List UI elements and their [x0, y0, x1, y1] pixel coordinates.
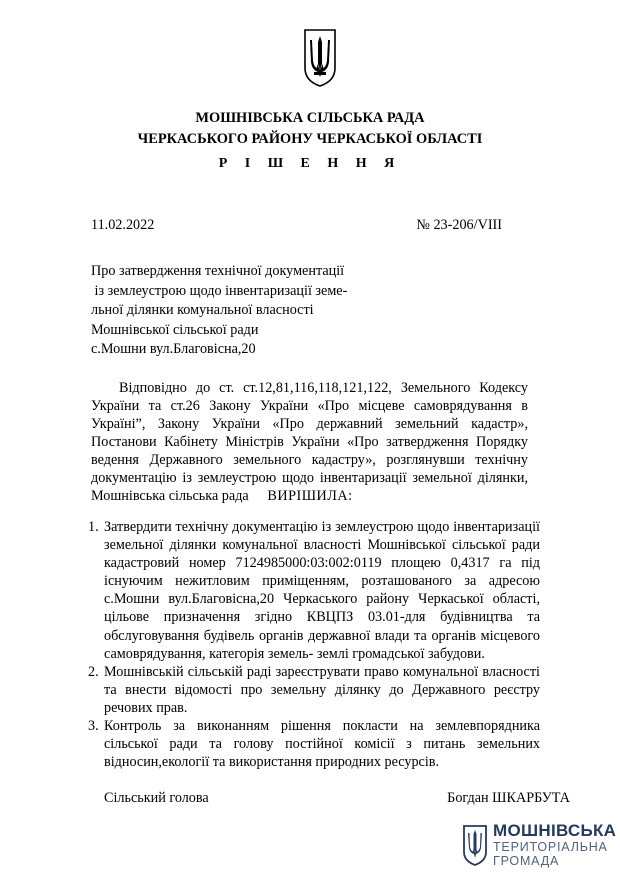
decision-date: 11.02.2022	[91, 217, 155, 233]
logo-line-2: ТЕРИТОРІАЛЬНА	[493, 840, 608, 854]
document-type: Р І Ш Е Н Н Я	[218, 156, 402, 171]
decision-items	[88, 518, 540, 771]
decision-number: № 23-206/VIII	[416, 217, 502, 233]
preamble-paragraph: Відповідно до ст. ст.12,81,116,118,121,122, Земельного Кодексу України та ст.26 Закону України «Про місцеве самоврядування в Україні”, Закону України «Про державний земельний кадастр», Постанови Кабінету Міністрів України «Про затвердження Порядку ведення Державного земельного кадастру», розглянувши технічну документацію із землеустрою щодо інвентаризації земельної ділянки, Мошнівська сільська рада	[91, 380, 528, 504]
community-logo	[462, 821, 617, 868]
item-text: Контроль за виконанням рішення покласти на землевпорядника сільської ради та голову постійної комісії з питань земельних відносин,екології та використання природних ресурсів.	[104, 718, 540, 771]
list-item	[88, 717, 540, 771]
item-number: 3.	[88, 718, 99, 735]
item-number: 1.	[88, 519, 99, 535]
subject-line: Про затвердження технічної документації	[91, 263, 345, 279]
council-title: МОШНІВСЬКА СІЛЬСЬКА РАДА	[195, 110, 425, 126]
subject-line: Мошнівської сільської ради	[91, 321, 259, 338]
item-number: 2.	[88, 663, 99, 680]
item-text: Затвердити технічну документацію із землеустрою щодо інвентаризації земельної ділянки комунальної власності Мошнівської сільської ради кадастровий номер 7124985000:03:002:0119 площею 0,4317 га під існуючим нежитловим приміщенням, розташованого за адресою с.Мошни вул.Благовісна,20 Черкаського району Черкаської області, цільове призначення згідно КВЦПЗ 03.01-для будівництва та обслуговування будівель органів державної влади та органів місцевого самоврядування, категорія земель- землі громадської забудови.	[104, 519, 540, 662]
list-item	[88, 518, 540, 663]
item-text: Мошнівській сільській раді зареєструвати право комунальної власності та внести відомості про земельну ділянку до Державного реєстру речових прав.	[104, 663, 540, 716]
resolved-heading: ВИРІШИЛА:	[267, 488, 353, 504]
logo-line-1: МОШНІВСЬКА	[493, 821, 617, 840]
trident-icon	[462, 824, 488, 866]
decision-subject	[91, 262, 347, 360]
subject-line: із землеустрою щодо інвентаризації земе-	[91, 282, 348, 299]
signature-position: Сільський голова	[104, 790, 209, 806]
logo-line-3: ГРОМАДА	[493, 854, 560, 868]
subject-line: с.Мошни вул.Благовісна,20	[91, 341, 256, 357]
district-title: ЧЕРКАСЬКОГО РАЙОНУ ЧЕРКАСЬКОЇ ОБЛАСТІ	[137, 131, 483, 147]
signature-name: Богдан ШКАРБУТА	[447, 790, 570, 806]
list-item	[88, 663, 540, 717]
subject-line: льної ділянки комунальної власності	[91, 302, 314, 318]
coat-of-arms-icon	[302, 28, 338, 88]
